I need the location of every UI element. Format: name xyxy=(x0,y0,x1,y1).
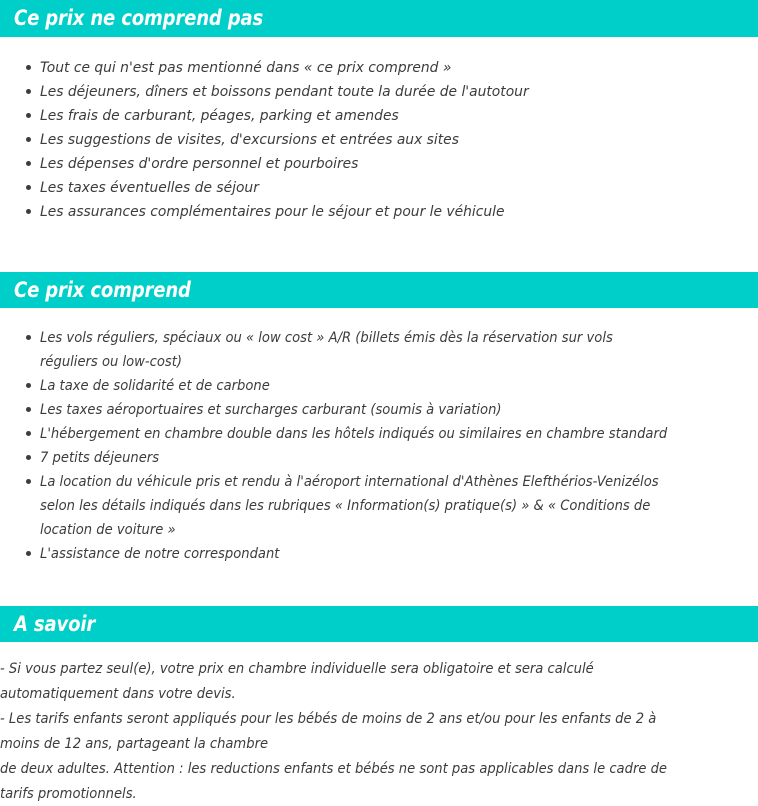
exclusions-list xyxy=(0,56,758,224)
list-item-text: Les dépenses d'ordre personnel et pourboires xyxy=(40,156,359,172)
list-item-text: 7 petits déjeuners xyxy=(40,449,160,466)
bullet-icon xyxy=(26,383,31,388)
section-gap xyxy=(0,566,758,606)
section-title-inclusions: Ce prix comprend xyxy=(14,277,191,302)
bullet-icon xyxy=(26,113,31,118)
list-item xyxy=(0,446,758,470)
list-item-text: L'assistance de notre correspondant xyxy=(40,545,280,562)
list-item-text: Les frais de carburant, péages, parking et amendes xyxy=(40,108,399,124)
list-item-text: Les taxes aéroportuaires et surcharges carburant (soumis à variation) xyxy=(40,401,502,418)
bullet-icon xyxy=(26,335,31,340)
list-item xyxy=(0,56,758,80)
inclusions-list xyxy=(0,326,758,566)
bullet-icon xyxy=(26,185,31,190)
note-text: - Les tarifs enfants seront appliqués pour les bébés de moins de 2 ans et/ou pour les enfants de 2 à moins de 12 ans, partageant la chambre xyxy=(0,710,657,752)
section-title-exclusions: Ce prix ne comprend pas xyxy=(14,6,264,30)
list-item xyxy=(0,104,758,128)
note-paragraph xyxy=(0,706,754,756)
list-item-text: Les déjeuners, dîners et boissons pendant toute la durée de l'autotour xyxy=(40,84,529,100)
list-item xyxy=(0,326,758,374)
note-text: de deux adultes. Attention : les reductions enfants et bébés ne sont pas applicables dans le cadre de tarifs promotionnels. xyxy=(0,760,668,802)
section-header-notes xyxy=(0,606,758,642)
bullet-icon xyxy=(26,479,31,484)
bullet-icon xyxy=(26,137,31,142)
bullet-icon xyxy=(26,431,31,436)
list-item xyxy=(0,128,758,152)
list-item xyxy=(0,398,758,422)
bullet-icon xyxy=(26,161,31,166)
bullet-icon xyxy=(26,209,31,214)
bullet-icon xyxy=(26,455,31,460)
list-item xyxy=(0,152,758,176)
list-item-text: La taxe de solidarité et de carbone xyxy=(40,377,270,394)
list-item xyxy=(0,470,758,542)
list-item-text: Les vols réguliers, spéciaux ou « low cost » A/R (billets émis dès la réservation sur vols réguliers ou low-cost) xyxy=(40,329,613,370)
section-header-exclusions xyxy=(0,0,758,37)
list-item-text: Les suggestions de visites, d'excursions et entrées aux sites xyxy=(40,132,459,148)
list-item xyxy=(0,422,758,446)
list-item xyxy=(0,374,758,398)
bullet-icon xyxy=(26,89,31,94)
list-item xyxy=(0,176,758,200)
list-item xyxy=(0,200,758,224)
note-text: - Si vous partez seul(e), votre prix en chambre individuelle sera obligatoire et sera calculé automatiquement dans votre devis. xyxy=(0,660,594,702)
list-item xyxy=(0,80,758,104)
list-item-text: L'hébergement en chambre double dans les hôtels indiqués ou similaires en chambre standard xyxy=(40,425,668,442)
bullet-icon xyxy=(26,551,31,556)
bullet-icon xyxy=(26,407,31,412)
list-item-text: Les taxes éventuelles de séjour xyxy=(40,180,259,196)
list-item xyxy=(0,542,758,566)
notes-paragraphs xyxy=(0,656,758,806)
section-header-inclusions xyxy=(0,272,758,308)
section-title-notes: A savoir xyxy=(14,611,96,636)
note-paragraph xyxy=(0,756,754,806)
bullet-icon xyxy=(26,65,31,70)
note-paragraph xyxy=(0,656,754,706)
section-gap xyxy=(0,224,758,272)
list-item-text: Tout ce qui n'est pas mentionné dans « ce prix comprend » xyxy=(40,60,452,76)
list-item-text: La location du véhicule pris et rendu à l'aéroport international d'Athènes Elefthérios-Venizélos selon les détails indiqués dans les rubriques « Information(s) pratique(s) » & « Conditions de location de voiture » xyxy=(40,473,659,538)
list-item-text: Les assurances complémentaires pour le séjour et pour le véhicule xyxy=(40,204,505,220)
